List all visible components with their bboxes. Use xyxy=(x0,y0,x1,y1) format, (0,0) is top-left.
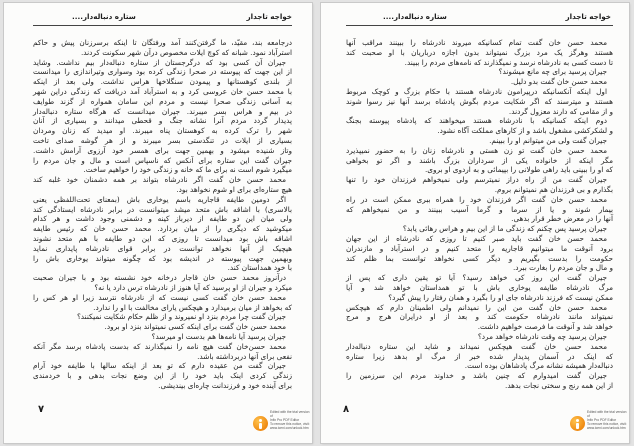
text-line: محمد حسن خان گفت اگر فرزندان خود را همراه ببری ممکن است در راه xyxy=(346,194,607,204)
text-line: ولی میان این دو طایفه از دیرباز کینه و دشمنی وجود داشت و هر کدام xyxy=(33,214,292,224)
text-line: درآنروز محمد حسن خان قاجار درخانه خود نشسته بود و با جیران صحبت xyxy=(33,273,286,283)
text-line: محمد حسن خان گفت تمام کسانیکه میروند نادرشاه را ببینند مراقب آنها xyxy=(346,38,607,47)
text-line: بگذارم و بی فرزندان هم نمیتوانم بروم. xyxy=(494,184,613,194)
header-rule xyxy=(346,25,613,26)
text-line: محمد حسن خان گفت هیچکس نمیداند و شاید این ستاره دنباله‌دار xyxy=(346,341,607,351)
paragraph xyxy=(346,175,613,195)
infix-watermark xyxy=(252,408,310,440)
paragraph xyxy=(346,342,613,371)
paragraph xyxy=(346,303,613,332)
paragraph xyxy=(346,136,613,146)
text-line: حکومت را بدست بگیریم و دیگر کسی نخواهد توانست بما ظلم کند xyxy=(346,253,613,263)
text-line: جیران گفت این ستاره برای آنکس که ناسپاس است و مال و جان مردم را xyxy=(33,155,292,165)
page-number: ۷ xyxy=(38,404,45,415)
paragraph xyxy=(33,342,292,362)
text-line: تا دست کسی به نادرشاه نرسد و نمیگذارند که نامه‌های مردم را ببیند. xyxy=(404,57,613,67)
infix-logo-icon xyxy=(570,416,585,431)
text-line: هستند وهرگز یک مرد بزرگ نمیتواند بدون اجازه درباریان با او صحبت کند xyxy=(346,47,613,57)
text-line: جیران پرسید برای چه مانع میشوند؟ xyxy=(498,67,607,77)
text-line: جیران گفت چرا مردم بنزد او نمیروند و از ظلم حکام شکایت نمیکنند؟ xyxy=(76,312,286,322)
watermark-line: Edited with the trial version of xyxy=(587,410,627,419)
paragraph xyxy=(33,293,292,313)
text-line: محمد حسن خان گفت اگر نادرشاه بتواند بر همه دشمنان خود غلبه کند xyxy=(33,175,286,185)
paragraph xyxy=(33,273,292,293)
paragraph xyxy=(346,273,613,302)
text-line: میکرد و جیران از او پرسید که آیا هنوز از نادرشاه ترس دارد یا نه؟ xyxy=(94,282,292,292)
paragraph xyxy=(346,116,613,136)
header-book-title: خواجه تاجدار xyxy=(246,12,292,21)
paragraph xyxy=(346,67,613,77)
watermark-text xyxy=(587,410,627,430)
text-line: جیران گفت ولی من میتوانم او را ببینم. xyxy=(489,135,607,145)
text-line: با خود همداستان کند. xyxy=(227,263,292,273)
text-line: با محمد حسن خان عروسی کرد و به استرآباد آمد دریافت که زندگی دراین شهر xyxy=(33,86,292,96)
paragraph xyxy=(33,195,292,273)
infix-watermark xyxy=(569,408,627,440)
header-book-title: خواجه تاجدار xyxy=(565,12,611,21)
paragraph xyxy=(33,332,292,342)
text-line: جیران پرسید پس چکنم که زندگی ما از این بیم و هراس رهائی یابد؟ xyxy=(402,224,607,234)
text-line: محمد حسن خان گفت من این را نمیدانم ولی اطمینان دارم که هیچکس xyxy=(346,302,607,312)
watermark-line: Edited with the trial version of xyxy=(270,410,310,419)
watermark-line: www.iceni.com/unlock.htm xyxy=(587,426,626,431)
page-number: ۸ xyxy=(343,404,350,415)
page-left xyxy=(4,3,312,443)
text-line: زندگی کردی اینک باید خود را از این وضع نجات بدهی و با خردمندی xyxy=(33,371,292,381)
text-line: که بخواهد از میان برمیدارد و هیچکس یارای مخالفت با او را ندارد. xyxy=(93,302,292,312)
watermark-line: To remove this notice, visit: xyxy=(587,422,627,427)
text-line: برود آنوقت ما میتوانیم قاجاریه را متحد کنیم و در استرآباد و مازندران xyxy=(346,243,613,253)
text-line: میکوشید که دیگری را از میان بردارد. محمد حسن خان که رئیس طایفه xyxy=(33,224,292,234)
text-line: مرگ نادرشاه طایفه یوخاری باش با تو همداستان خواهد شد و آیا xyxy=(346,282,613,292)
text-line: آنها را در معرض خطر قرار بدهی. xyxy=(511,214,613,224)
text-line: ممکن نیست که فرزند نادرشاه جای او را بگیرد و همان رفتار را پیش گیرد؟ xyxy=(388,292,613,302)
text-line: جیران گفت این روز کی خواهد رسید؟ آیا تو یقین داری که پس از xyxy=(346,273,607,283)
text-line: دنباله‌دار همیشه نشانه مرگ پادشاهان بوده است. xyxy=(464,361,613,371)
header-chapter-title: ستاره دنباله‌دار.... xyxy=(72,12,136,21)
text-line: استرآباد نمود. شبانه که کوچ ایلات مخصوص درآن شهر سکونت کردند. xyxy=(80,47,292,57)
paragraph xyxy=(346,195,613,224)
text-line: هیچیک از آنها نخواهد توانست در برابر قوای نادرشاه پایداری نماید xyxy=(33,243,292,253)
infix-logo-icon xyxy=(253,416,268,431)
text-line: و لشکرکشی مشغول باشد و از کارهای مملکت آگاه نشود. xyxy=(437,126,613,136)
header-rule xyxy=(33,25,292,26)
text-line: جیران گفت امیدوارم که چنین باشد و خداوند مردم این سرزمین را xyxy=(346,371,607,381)
watermark-line: Infix Pro PDF Editor xyxy=(587,418,617,423)
text-line: محمد حسن‌خان گفت هیچ نامه را نمیگذارند که بدست پادشاه برسد مگر آنکه xyxy=(33,341,286,351)
text-line: برای آینده خود و فرزندانت چاره‌ای بیندیشی. xyxy=(158,380,292,390)
paragraph xyxy=(33,38,292,58)
text-line: محمد حسن خان گفت کسی نیست که از نادرشاه نترسد زیرا او هر کس را xyxy=(33,292,286,302)
text-line: در بیم و هراس بسر میبرند. جیران میدانست که هرگاه ستاره دنباله‌دار xyxy=(33,106,292,116)
text-line: وبهمین جهت پیوسته در اندیشه بود که چگونه میتواند یوخاری باش را xyxy=(33,253,292,263)
text-line: درجامعه بند، مقیّد، ما گرفتن‌کنند آمد ورفتگان تا اینکه برسرزنان پیش و حاکم xyxy=(33,38,292,47)
paragraph xyxy=(33,58,292,176)
text-line: از این همه رنج و سختی نجات بدهد. xyxy=(505,380,613,390)
text-line: محمد حسن خان گفت باید صبر کنیم تا روزی که نادرشاه از این جهان xyxy=(346,233,607,243)
text-line: نفعی برای آنها دربرداشته باشد. xyxy=(197,351,292,361)
paragraph xyxy=(346,371,613,391)
text-line: که اینک در آسمان پدیدار شده خبر از مرگ او بدهد زیرا ستاره xyxy=(346,351,613,361)
text-line: از بلندی کوهستانها و پیمودن سنگلاخها هراس نداشت. ولی بعد از اینکه xyxy=(33,77,292,87)
paragraph xyxy=(33,361,292,390)
text-line: نمیتواند مانند نادرشاه حکومت کند و بعد از او درایران هرج و مرج xyxy=(346,312,613,322)
text-line: جیران پرسید آیا نامه‌ها هم بدست او میرسد؟ xyxy=(151,331,286,341)
paragraph xyxy=(346,234,613,273)
watermark-line: www.iceni.com/unlock.htm xyxy=(270,426,309,431)
text-line: جیران پرسید چه وقت نادرشاه خواهد مرد؟ xyxy=(477,331,607,341)
paragraph xyxy=(33,175,292,195)
text-line: جیران آن کسی بود که درگرجستان از ستاره دنباله‌دار بیم نداشت. وشاید xyxy=(33,57,286,67)
text-line: محمد حسن خان گفت برای اینکه کسی نمیتواند بنزد او برود. xyxy=(104,322,286,332)
text-line: و مال و جان مردم را بغارت ببرد. xyxy=(512,263,613,273)
text-line: اگر دومین طایفه قاجاریه باسم یوخاری باش (بمعنای تحت‌اللفظی یعنی xyxy=(33,194,286,204)
text-line: جیران گفت من عقیده دارم که تو بعد از اینکه سالها با طایفه خود آرام xyxy=(33,361,286,371)
text-line: وتاز شنیده میشود و بهمین جهت برای همسر خود آرزوی آرامش داشت. xyxy=(33,145,292,155)
page-body xyxy=(33,38,292,391)
paragraph xyxy=(346,224,613,234)
watermark-line: To remove this notice, visit: xyxy=(270,422,310,427)
text-line: که او را ببینی باید راهی طولانی را بپیمائی و به اردوی او بروی. xyxy=(424,165,613,175)
text-line: خواهد شد و آنوقت ما فرصت خواهیم داشت. xyxy=(477,322,613,332)
page-body xyxy=(346,38,613,391)
text-line: محمد حسن خان گفت بدو دلیل. xyxy=(510,77,607,87)
watermark-line: Infix Pro PDF Editor xyxy=(270,418,300,423)
paragraph xyxy=(346,332,613,342)
paragraph xyxy=(346,77,613,87)
text-line: مگر اینکه از خانواده یکی از سرداران بزرگ باشند و اگر تو بخواهی xyxy=(346,155,613,165)
text-line: بالاسری) با اشاقه باش متحد میشد میتوانست در برابر نادرشاه ایستادگی کند xyxy=(33,204,292,214)
text-line: شهر را ترک کرده به کوهستان پناه میبرند. او میدید که زنان ومردان xyxy=(33,126,292,136)
paragraph xyxy=(346,38,613,67)
text-line: به آسانی زندگی صحرا نیست و مردم این سامان همواره از گزند طوایف xyxy=(33,96,292,106)
header-chapter-title: ستاره دنباله‌دار.... xyxy=(383,12,447,21)
text-line: جیران گفت من از راه دراز نمیترسم ولی نمیخواهم فرزندان خود را تنها xyxy=(346,175,607,185)
paragraph xyxy=(346,146,613,175)
text-line: و از مقامی که دارند معزول گردند. xyxy=(508,106,613,116)
text-line: هستند و میترسند که اگر شکایت مردم بگوش پادشاه برسد آنها نیز رسوا شوند xyxy=(346,96,613,106)
paragraph xyxy=(33,312,292,322)
page-right xyxy=(321,3,629,443)
text-line: میگیرد شوم است نه برای ما که خانه و زندگی خود را خواهیم ساخت. xyxy=(83,165,292,175)
paragraph xyxy=(33,322,292,332)
text-line: اول اینکه آنکسانیکه درپیرامون نادرشاه هستند با حکام بزرگ و کوچک مربوط xyxy=(346,86,607,96)
text-line: بیمار شوند و یا از سرما و گرما آسیب ببینند و من نمیخواهم که xyxy=(346,204,613,214)
paragraph xyxy=(346,87,613,116)
text-line: هیچ ستاره‌ای برای او شوم نخواهد بود. xyxy=(176,184,292,194)
text-line: پدیدار گردد مردم آنرا نشانه جنگ و قحطی میدانند و بسیاری از آنان xyxy=(33,116,292,126)
watermark-text xyxy=(270,410,310,430)
text-line: اشاقه باش بود میدانست تا روزی که این دو طایفه با هم متحد نشوند xyxy=(33,233,292,243)
text-line: از این جهت که پیوسته در صحرا زندگی کرده بود وسواری وتیراندازی را میدانست xyxy=(33,67,292,77)
text-line: دوم اینکه کسانیکه با نادرشاه هستند میخواهند که پادشاه پیوسته بجنگ xyxy=(346,116,607,126)
text-line: بسیاری از ایلات در تنگدستی بسر میبرند و از هر گوشه صدای تاخت xyxy=(33,135,292,145)
text-line: محمد حسن خان گفت تو زن هستی و نادرشاه زنان را به حضور نمیپذیرد xyxy=(346,145,607,155)
